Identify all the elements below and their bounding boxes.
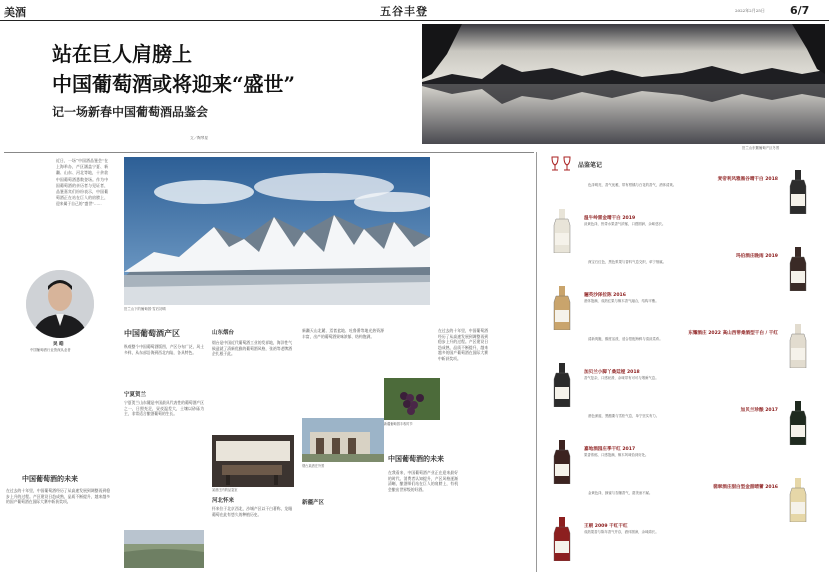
wine-name: 温牛岭雷金晴干白 2019	[584, 215, 636, 221]
future-heading: 中国葡萄酒的未来	[388, 455, 444, 463]
grapes-photo	[384, 378, 440, 420]
expert-portrait	[26, 270, 94, 338]
header-rule	[0, 20, 829, 21]
origin-heading: 中国葡萄酒的未来	[22, 475, 78, 483]
wine-tasting-note: 色泽明亮，香气优雅，带有柑橘与白花的香气，酒体清爽。	[588, 183, 677, 187]
wine-tasting-note: 酒体饱满，成熟红果与橡木香气融合，结构平衡。	[584, 298, 659, 303]
expert-name: 吴 皓	[53, 342, 64, 347]
wine-tasting-note: 清新爽脆，酸度活泼，适合搭配海鲜与清淡菜肴。	[588, 337, 663, 341]
wine-bottle-image	[782, 324, 814, 372]
issue-date: 2022年2月25日	[735, 8, 765, 13]
right-intro-col: 在过去的十年里，中国葡萄酒经历了从高速发展到调整再到稳步上升的过程。产区建设日趋成熟，品质不断提升，越来越多的国产葡萄酒在国际大赛中斩获奖项。	[438, 328, 488, 361]
xinjiang-intro: 新疆天山北麓、焉耆盆地、吐鲁番等地光热资源丰富，出产的葡萄酒果味浓郁、结构饱满。	[302, 328, 384, 339]
header-photo	[422, 24, 825, 144]
winery-interior-photo	[212, 435, 294, 487]
wine-tasting-note: 淡黄色泽，热带水果香气浓郁，口感圆润，余味悠长。	[584, 221, 666, 226]
wine-tasting-note: 香气复杂，口感丝滑，余味带有可可与烟熏气息。	[584, 375, 659, 380]
wine-bottle-image	[782, 401, 814, 449]
xinjiang-heading: 新疆产区	[302, 500, 325, 506]
section-name: 美酒	[4, 6, 26, 19]
wine-name: 王朝 2009 干红干红	[584, 523, 628, 529]
wine-tasting-note: 果香浓郁，口感饱满，橡木风味恰到好处。	[584, 452, 649, 457]
masthead-logo: 五谷丰登	[380, 5, 428, 18]
hebei-heading: 河北怀来	[212, 498, 235, 504]
wine-name: 加贝兰小脚丫桑廷娅 2018	[584, 369, 640, 375]
wine-name: 麦帝利风雅黑谷晴干白 2018	[717, 177, 778, 182]
wine-tasting-note: 金黄色泽，蜂蜜与杏脯香气，甜美而不腻。	[588, 491, 653, 495]
wine-bottle-image	[546, 286, 578, 334]
wine-bottle-image	[546, 209, 578, 257]
mountain-caption: 贺兰山下的葡萄园·雪后初晴	[124, 307, 166, 311]
shandong-heading: 山东烟台	[212, 330, 235, 336]
byline: 文／陶琴星	[190, 136, 208, 140]
wine-name: 翡翠酒庄甜白型金甜晴蕾 2016	[713, 485, 778, 490]
title-rule	[4, 152, 534, 153]
wine-tasting-note: 成熟果香与陈年香气并存，酒体圆润，余味绵长。	[584, 529, 659, 534]
expert-bio: 中国葡萄酒行业资深从业者	[30, 348, 71, 352]
wine-tasting-note: 深宝石红色，黑色浆果与香料气息交织，单宁细腻。	[588, 260, 666, 264]
page-number: 6/7	[790, 4, 810, 17]
winery-caption: 某酒庄内的品鉴室	[212, 488, 238, 492]
tasting-icon	[548, 156, 576, 176]
header-photo-caption: 贺兰山东麓葡萄产区冬景	[742, 146, 780, 150]
wine-bottle-image	[782, 247, 814, 295]
hebei-body: 怀来位于北京西北，沙城产区以干白著称，龙眼葡萄在此有悠久的种植历史。	[212, 506, 292, 517]
wine-region-heading: 中国葡萄酒产区	[124, 329, 180, 338]
subheadline: 记一场新春中国葡萄酒品鉴会	[52, 105, 209, 119]
wine-bottle-image	[546, 440, 578, 488]
wine-name: 东耀酒庄 2022 高山西带桑酒型干白 / 干红	[688, 331, 778, 336]
wine-bottle-image	[782, 170, 814, 218]
shandong-body: 烟台是中国近代葡萄酒工业的发祥地，海洋性气候造就了清新优雅的葡萄酒风格，张裕等老牌酒企扎根于此。	[212, 340, 292, 357]
wine-bottle-image	[546, 363, 578, 411]
field-photo	[124, 530, 204, 568]
wine-name: 骊英沙泽拉陈 2016	[584, 292, 626, 298]
mountain-photo	[124, 157, 430, 305]
grapes-caption: 新疆葡萄园丰收时节	[384, 422, 413, 426]
wine-name: 嘉地酒园庄季干红 2017	[584, 446, 636, 452]
ningxia-heading: 宁夏贺兰	[124, 392, 147, 398]
wine-bottle-image	[546, 517, 578, 565]
future-body: 在我看来，中国葡萄酒产业正在迎来最好的时代。消费者认知提升，产区风格逐渐清晰，酿酒师们站在巨人的肩膀上，有机会酿出世界级的好酒。	[388, 470, 458, 492]
origin-body: 在过去的十年里，中国葡萄酒经历了从高速发展到调整再到稳步上升的过程。产区建设日趋成熟，品质不断提升，越来越多的国产葡萄酒在国际大赛中斩获奖项。	[6, 488, 110, 505]
wine-region-intro: 纵观整个中国葡萄酒版图，产区分布广泛，风土多样，从东部沿海到西北内陆，各具特色。	[124, 344, 204, 355]
headline-line2: 中国葡萄酒或将迎来“盛世”	[52, 72, 296, 96]
tasting-heading: 品鉴笔记	[578, 162, 603, 169]
column-separator	[536, 152, 537, 572]
wine-tasting-note: 酒色深邃，黑醋栗与雪松气息，单宁坚实有力。	[588, 414, 660, 418]
winery2-caption: 烟台某酒庄外景	[302, 464, 325, 468]
headline-line1: 站在巨人肩膀上	[52, 42, 192, 66]
winery-exterior-photo	[302, 418, 384, 462]
intro-paragraph: 近日，一场“中国酒品鉴会”在上海举办，产区涵盖宁夏、新疆、山东、河北等地，十余款中国葡萄酒悉数登场。作为中国葡萄酒的亲历者与见证者，品鉴嘉宾们纷纷表示，中国葡萄酒正在站在巨人的肩膀上，迎来属于自己的“盛世”……	[56, 158, 108, 207]
wine-name: 加贝兰珍酿 2017	[740, 408, 778, 413]
ningxia-body: 宁夏贺兰山东麓是中国最具代表性的葡萄酒产区之一，日照充足，昼夜温差大，土壤以砂砾为主，非常适合酿酒葡萄的生长。	[124, 400, 204, 417]
wine-bottle-image	[782, 478, 814, 526]
wine-name: 玛伯酒庄晚雨 2019	[736, 254, 778, 259]
